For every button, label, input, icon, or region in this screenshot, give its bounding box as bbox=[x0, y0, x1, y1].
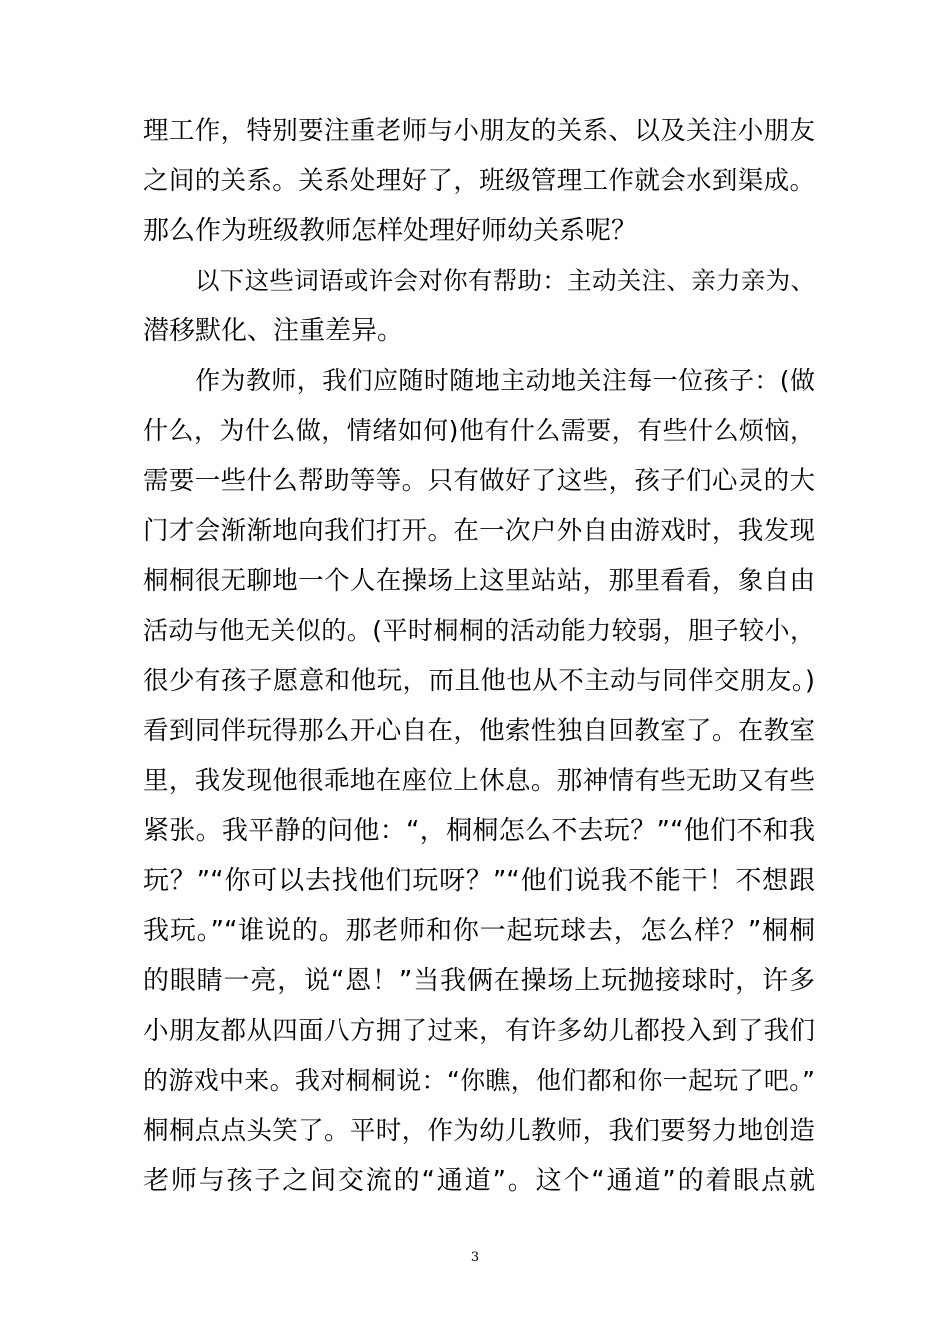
text-line: 桐桐点点头笑了。平时，作为幼儿教师，我们要努力地创造 bbox=[143, 1116, 815, 1146]
text-line: 玩？”“你可以去找他们玩呀？”“他们说我不能干！不想跟 bbox=[143, 866, 815, 896]
text-line: 活动与他无关似的。(平时桐桐的活动能力较弱，胆子较小， bbox=[143, 616, 815, 645]
text-line: 老师与孩子之间交流的“通道”。这个“通道”的着眼点就 bbox=[143, 1166, 815, 1196]
text-line: 看到同伴玩得那么开心自在，他索性独自回教室了。在教室 bbox=[143, 716, 815, 746]
text-line: 里，我发现他很乖地在座位上休息。那神情有些无助又有些 bbox=[143, 766, 815, 796]
text-line: 门才会渐渐地向我们打开。在一次户外自由游戏时，我发现 bbox=[143, 516, 815, 546]
text-line: 很少有孩子愿意和他玩，而且他也从不主动与同伴交朋友。) bbox=[143, 666, 815, 696]
text-line: 理工作，特别要注重老师与小朋友的关系、以及关注小朋友 bbox=[143, 116, 815, 146]
text-line: 作为教师，我们应随时随地主动地关注每一位孩子：(做 bbox=[195, 366, 815, 395]
text-line: 什么，为什么做，情绪如何)他有什么需要，有些什么烦恼， bbox=[143, 416, 815, 445]
text-line: 紧张。我平静的问他：“，桐桐怎么不去玩？”“他们不和我 bbox=[143, 816, 815, 846]
text-line: 我玩。”“谁说的。那老师和你一起玩球去，怎么样？”桐桐 bbox=[143, 916, 815, 946]
text-line: 潜移默化、注重差异。 bbox=[143, 316, 404, 346]
text-line: 之间的关系。关系处理好了，班级管理工作就会水到渠成。 bbox=[143, 166, 815, 196]
page-number: 3 bbox=[470, 1250, 480, 1265]
text-line: 桐桐很无聊地一个人在操场上这里站站，那里看看，象自由 bbox=[143, 566, 815, 596]
text-line: 的游戏中来。我对桐桐说：“你瞧，他们都和你一起玩了吧。” bbox=[143, 1066, 815, 1095]
body-text bbox=[143, 106, 815, 1206]
text-line: 小朋友都从四面八方拥了过来，有许多幼儿都投入到了我们 bbox=[143, 1016, 815, 1046]
text-line: 需要一些什么帮助等等。只有做好了这些，孩子们心灵的大 bbox=[143, 466, 815, 496]
text-line: 那么作为班级教师怎样处理好师幼关系呢？ bbox=[143, 216, 638, 246]
text-line: 的眼睛一亮，说“恩！”当我俩在操场上玩抛接球时，许多 bbox=[143, 966, 815, 996]
text-line: 以下这些词语或许会对你有帮助：主动关注、亲力亲为、 bbox=[195, 266, 815, 295]
